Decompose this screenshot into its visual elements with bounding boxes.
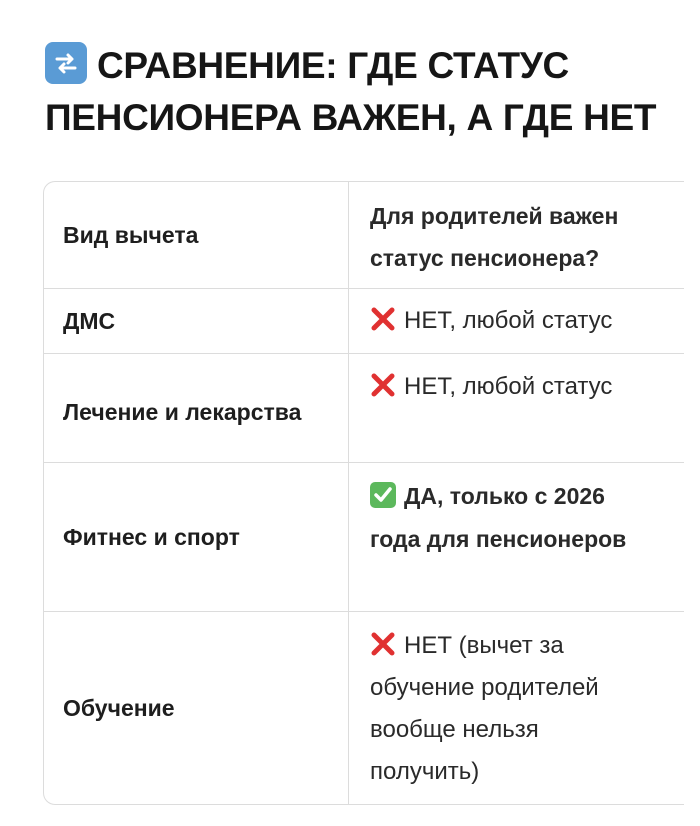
comparison-table [43,181,684,805]
table-header-row [44,182,684,289]
row-value: НЕТ, любой статус [350,289,684,353]
row-label: Фитнес и спорт [44,463,349,611]
cross-mark-icon [370,372,396,398]
table-row [44,612,684,804]
row-value: ДА, только с 2026 года для пенсионеров [370,483,627,552]
repeat-arrows-icon [45,42,87,84]
header-deduction-type: Вид вычета [44,182,349,288]
header-pensioner-status: Для родителей важен статус пенсионера? [370,203,619,271]
row-label: ДМС [44,289,349,353]
title-line-1: СРАВНЕНИЕ: ГДЕ СТАТУС [97,45,569,86]
cross-mark-icon [370,306,396,332]
row-value: НЕТ (вычет за обучение родителей вообще нельзя получить) [370,632,599,785]
row-label: Лечение и лекарства [44,354,349,462]
check-mark-icon [370,482,396,508]
page-title [45,40,685,144]
table-row [44,463,684,612]
title-line-2: ПЕНСИОНЕРА ВАЖЕН, А ГДЕ НЕТ [45,97,657,138]
table-row [44,289,684,354]
cross-mark-icon [370,631,396,657]
row-value: НЕТ, любой статус [350,354,684,462]
row-label: Обучение [44,612,349,804]
table-row [44,354,684,463]
